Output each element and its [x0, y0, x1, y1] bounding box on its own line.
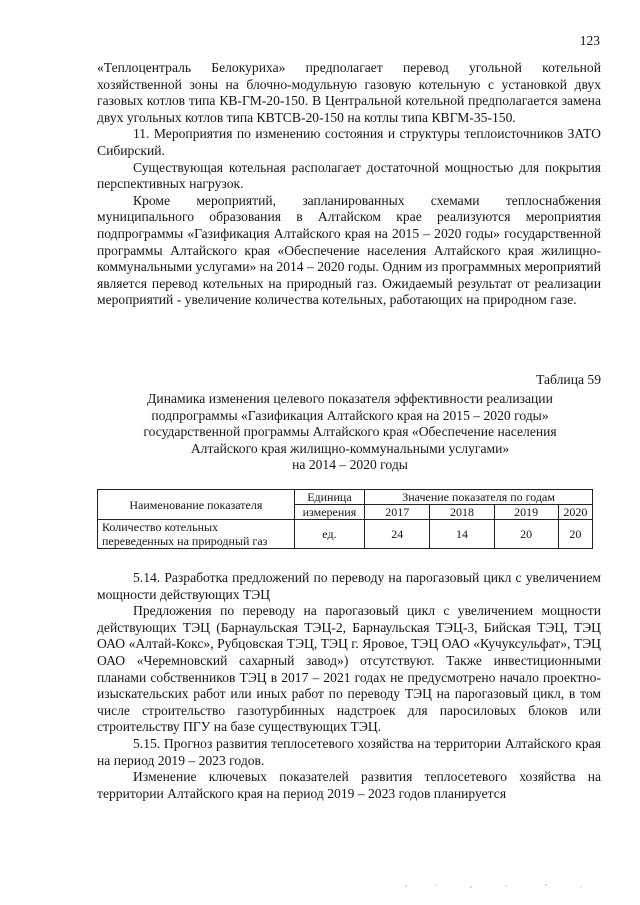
header-indicator: Наименование показателя — [98, 490, 295, 520]
text-block-bottom — [97, 570, 601, 802]
paragraph: «Теплоцентраль Белокуриха» предполагает перевод угольной котельной хозяйственной зоны на блочно-модульную газовую котельную с установкой двух газовых котлов типа КВ-ГМ-20-150. В Центральной котельной предполагается замена двух угольных котлов типа КВТСВ-20-150 на котлы типа КВГМ-35-150. — [97, 60, 601, 125]
row-name-line: переведенных на природный газ — [102, 534, 268, 548]
paragraph: Изменение ключевых показателей развития теплосетевого хозяйства на территории Алтайского края на период 2019 – 2023 годов планируется — [97, 769, 601, 801]
indicator-table — [97, 489, 593, 549]
table-title-line: Алтайского края жилищно-коммунальными услугами» — [190, 440, 510, 456]
text-block-top — [97, 60, 601, 309]
paragraph: Кроме мероприятий, запланированных схемами теплоснабжения муниципального образования в Алтайском крае реализуются мероприятия подпрограммы «Газификация Алтайского края на 2015 – 2020 годы» государственной программы Алтайского края «Обеспечение населения Алтайского края жилищно-коммунальными услугами» на 2014 – 2020 годы. Одним из программных мероприятий является перевод котельных на природный газ. Ожидаемый результат от реализации мероприятий - увеличение количества котельных, работающих на природном газе. — [97, 192, 601, 308]
paragraph: 5.14. Разработка предложений по переводу на парогазовый цикл с увеличением мощности действующих ТЭЦ — [97, 570, 601, 602]
header-year: 2018 — [430, 505, 494, 520]
paragraph: Существующая котельная располагает достаточной мощностью для покрытия перспективных нагрузок. — [97, 159, 601, 192]
row-value: 24 — [365, 520, 430, 549]
table-title-line: на 2014 – 2020 годы — [292, 457, 408, 473]
header-unit-line2: измерения — [294, 505, 364, 520]
header-year: 2020 — [558, 505, 592, 520]
table-title — [100, 391, 600, 474]
row-unit: ед. — [294, 520, 364, 549]
table-title-line: подпрограммы «Газификация Алтайского края на 2015 – 2020 годы» — [151, 407, 549, 423]
header-year: 2019 — [494, 505, 558, 520]
paragraph: 11. Мероприятия по изменению состояния и структуры теплоисточников ЗАТО Сибирский. — [97, 126, 601, 158]
table-title-line: государственной программы Алтайского края «Обеспечение населения — [143, 424, 557, 440]
row-name-line: Количество котельных — [102, 520, 219, 534]
page-number: 123 — [579, 33, 600, 48]
header-unit-line1: Единица — [294, 490, 364, 505]
table-number: Таблица 59 — [536, 372, 601, 387]
paragraph: 5.15. Прогноз развития теплосетевого хозяйства на территории Алтайского края на период 2019 – 2023 годов. — [97, 735, 601, 768]
header-year: 2017 — [365, 505, 430, 520]
paragraph: Предложения по переводу на парогазовый цикл с увеличением мощности действующих ТЭЦ (Барнаульская ТЭЦ-2, Барнаульская ТЭЦ-3, Бийская ТЭЦ, ТЭЦ ОАО «Алтай-Кокс», Рубцовская ТЭЦ, ТЭЦ г. Яровое, ТЭЦ ОАО «Кучуксульфат», ТЭЦ ОАО «Черемновский сахарный завод») отсутствуют. Также инвестиционными планами собственников ТЭЦ в 2017 – 2021 годах не предусмотрено начало проектно-изыскательских работ или иных работ по переводу ТЭЦ на парогазовый цикл, в том числе строительство газотурбинных надстроек для паросиловых блоков или строительству ПГУ на базе существующих ТЭЦ. — [97, 603, 601, 735]
table-row — [98, 520, 593, 549]
table-title-line: Динамика изменения целевого показателя эффективности реализации — [147, 391, 553, 406]
scan-speckle — [396, 883, 596, 889]
row-value: 14 — [430, 520, 494, 549]
header-values: Значение показателя по годам — [365, 490, 593, 505]
row-value: 20 — [494, 520, 558, 549]
row-name — [98, 520, 295, 549]
table-header-row — [98, 490, 593, 505]
row-value: 20 — [558, 520, 592, 549]
